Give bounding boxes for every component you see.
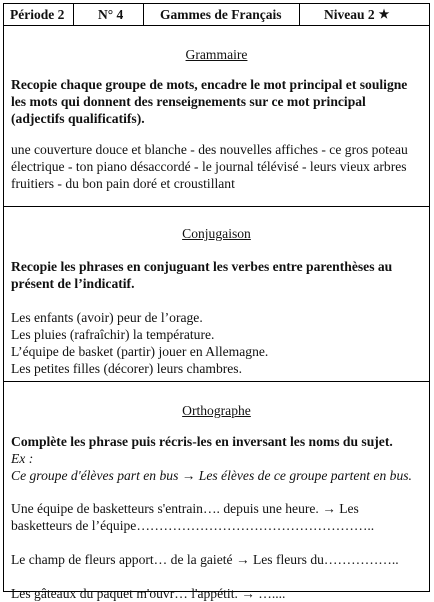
exercise-2: Le champ de fleurs apport… de la gaieté → Les fleurs du…………….. — [11, 552, 399, 567]
conjugaison-title: Conjugaison — [182, 226, 251, 241]
numero-label: N° 4 — [74, 4, 144, 25]
conjugaison-line: L’équipe de basket (partir) jouer en Allemagne. — [11, 344, 269, 359]
niveau-label: Niveau 2 — [324, 6, 375, 22]
conjugaison-lines — [11, 309, 422, 377]
example-sentence: Ce groupe d'élèves part en bus → Les élèves de ce groupe partent en bus. — [11, 468, 412, 483]
periode-label: Période 2 — [4, 4, 74, 25]
orthographe-title: Orthographe — [182, 403, 251, 418]
star-icon: ★ — [378, 7, 390, 21]
exercise-1: Une équipe de basketteurs s'entrain…. depuis une heure. → Les basketteurs de l’équipe…………………………………………….. — [11, 501, 375, 533]
worksheet — [3, 3, 430, 601]
grammaire-instruction: Recopie chaque groupe de mots, encadre le mot principal et souligne les mots qui donnent des renseignements sur ce mot principal (adjectifs qualificatifs). — [11, 77, 408, 126]
header-row — [4, 4, 429, 26]
conjugaison-section — [4, 207, 429, 382]
grammaire-section — [4, 26, 429, 207]
orthographe-section — [4, 382, 429, 601]
orthographe-example — [11, 450, 422, 484]
niveau-cell — [300, 4, 429, 25]
grammaire-title: Grammaire — [185, 47, 248, 62]
conjugaison-instruction: Recopie les phrases en conjuguant les verbes entre parenthèses au présent de l’indicatif. — [11, 259, 393, 291]
conjugaison-line: Les petites filles (décorer) leurs chambres. — [11, 361, 242, 376]
example-label: Ex : — [11, 451, 34, 466]
orthographe-instruction: Complète les phrase puis récris-les en inversant les noms du sujet. — [11, 434, 393, 449]
conjugaison-line: Les pluies (rafraîchir) la température. — [11, 327, 215, 342]
gammes-title: Gammes de Français — [144, 4, 300, 25]
grammaire-text: une couverture douce et blanche - des nouvelles affiches - ce gros poteau électrique - ton piano désaccordé - le journal télévisé - leurs vieux arbres fruitiers - du bon pain doré et croustillant — [11, 142, 408, 191]
conjugaison-line: Les enfants (avoir) peur de l’orage. — [11, 310, 203, 325]
exercise-3: Les gâteaux du paquet m'ouvr… l'appétit. → ….... — [11, 586, 286, 601]
